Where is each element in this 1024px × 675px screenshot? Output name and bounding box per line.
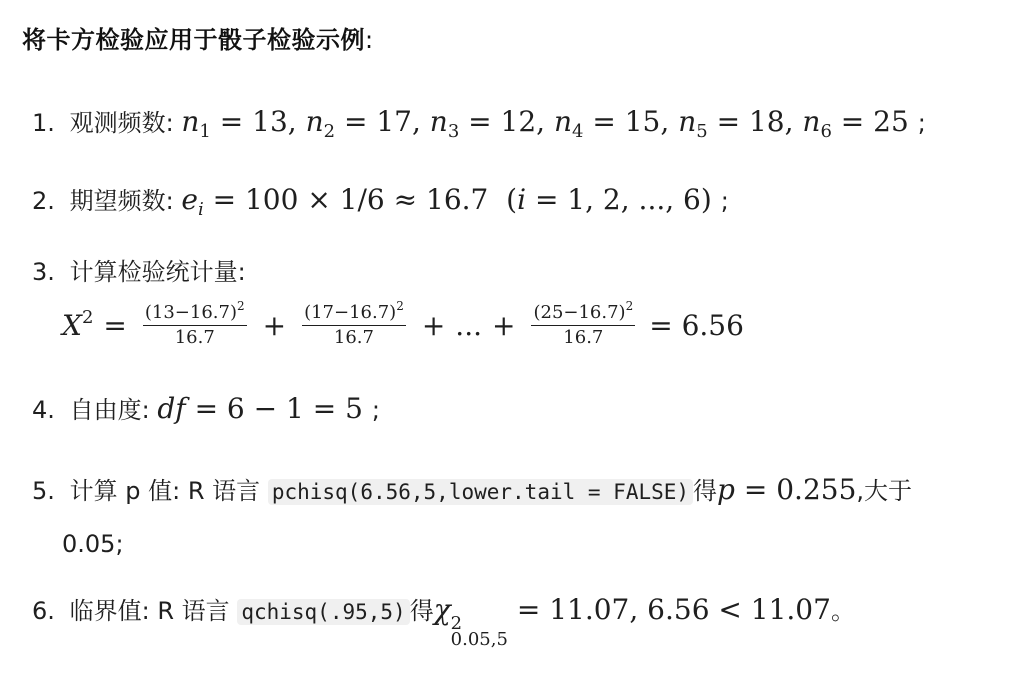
item-end: 。 — [830, 597, 855, 625]
item-mid: 得 — [409, 597, 434, 625]
list-item-expected — [32, 183, 729, 220]
observed-frequencies-math: $n_1 = 13$, $n_2 = 17$, $n_3 = 12$, $n_4 = 15$, $n_5 = 18$, $n_6 = 25$ — [181, 105, 918, 142]
item-number: 3. — [32, 258, 55, 286]
fraction-term-1: $\frac{(13-16.7)^2}{16.7}$ — [144, 299, 245, 348]
expected-frequencies-math: $e_i = 100 \times 1/6 \approx 16.7$ (i = 1, 2, ..., 6) — [181, 183, 721, 220]
chi-square-formula — [62, 299, 744, 349]
item-number: 5. — [32, 477, 55, 505]
item-label: 期望频数: — [69, 187, 174, 215]
formula-plus: + — [262, 309, 287, 342]
r-code-qchisq: qchisq(.95,5) — [237, 599, 409, 625]
formula-dots: ... — [455, 309, 482, 342]
formula-lhs: $X^2$ — [62, 307, 94, 342]
formula-equals: = — [103, 309, 127, 342]
fraction-term-3: $\frac{(25-16.7)^2}{16.7}$ — [533, 299, 634, 348]
list-item-critical — [32, 594, 855, 648]
item-number: 2. — [32, 187, 55, 215]
list-item-statistic — [32, 256, 246, 288]
item-number: 1. — [32, 109, 55, 137]
item-end: ; — [371, 396, 380, 424]
item-number: 4. — [32, 396, 55, 424]
item-mid: 得 — [693, 477, 718, 505]
dof-math: df = 6 − 1 = 5 — [157, 392, 372, 425]
item-number: 6. — [32, 597, 55, 625]
doc-title — [22, 20, 374, 55]
item-label: 计算检验统计量: — [69, 258, 246, 286]
critical-value-math: χ 2 0.05,5 = 11.07, 6.56 < 11.07 — [433, 593, 831, 650]
item-prefix: R 语言 — [157, 597, 230, 625]
list-item-pvalue — [32, 474, 912, 508]
list-item-dof — [32, 393, 380, 426]
item-label: 观测频数: — [69, 109, 174, 137]
formula-plus: + — [421, 309, 446, 342]
fraction-term-2: $\frac{(17-16.7)^2}{16.7}$ — [304, 299, 404, 348]
title-colon: : — [365, 26, 374, 54]
formula-result: = 6.56 — [649, 309, 744, 342]
r-code-pchisq: pchisq(6.56,5,lower.tail = FALSE) — [268, 479, 693, 505]
item-label: 计算 p 值: — [69, 477, 181, 505]
formula-plus: + — [492, 309, 516, 342]
item-label: 自由度: — [69, 396, 150, 424]
item-end: ; — [720, 187, 729, 215]
pvalue-math: p = 0.255 — [717, 473, 857, 506]
item-label: 临界值: — [69, 597, 150, 625]
title-text: 将卡方检验应用于骰子检验示例 — [22, 26, 365, 54]
item-end: ; — [917, 109, 926, 137]
item-prefix: R 语言 — [187, 477, 261, 505]
item-tail: ,大于 — [856, 477, 913, 505]
list-item-observed — [32, 105, 926, 142]
pvalue-continuation: 0.05; — [62, 530, 124, 558]
